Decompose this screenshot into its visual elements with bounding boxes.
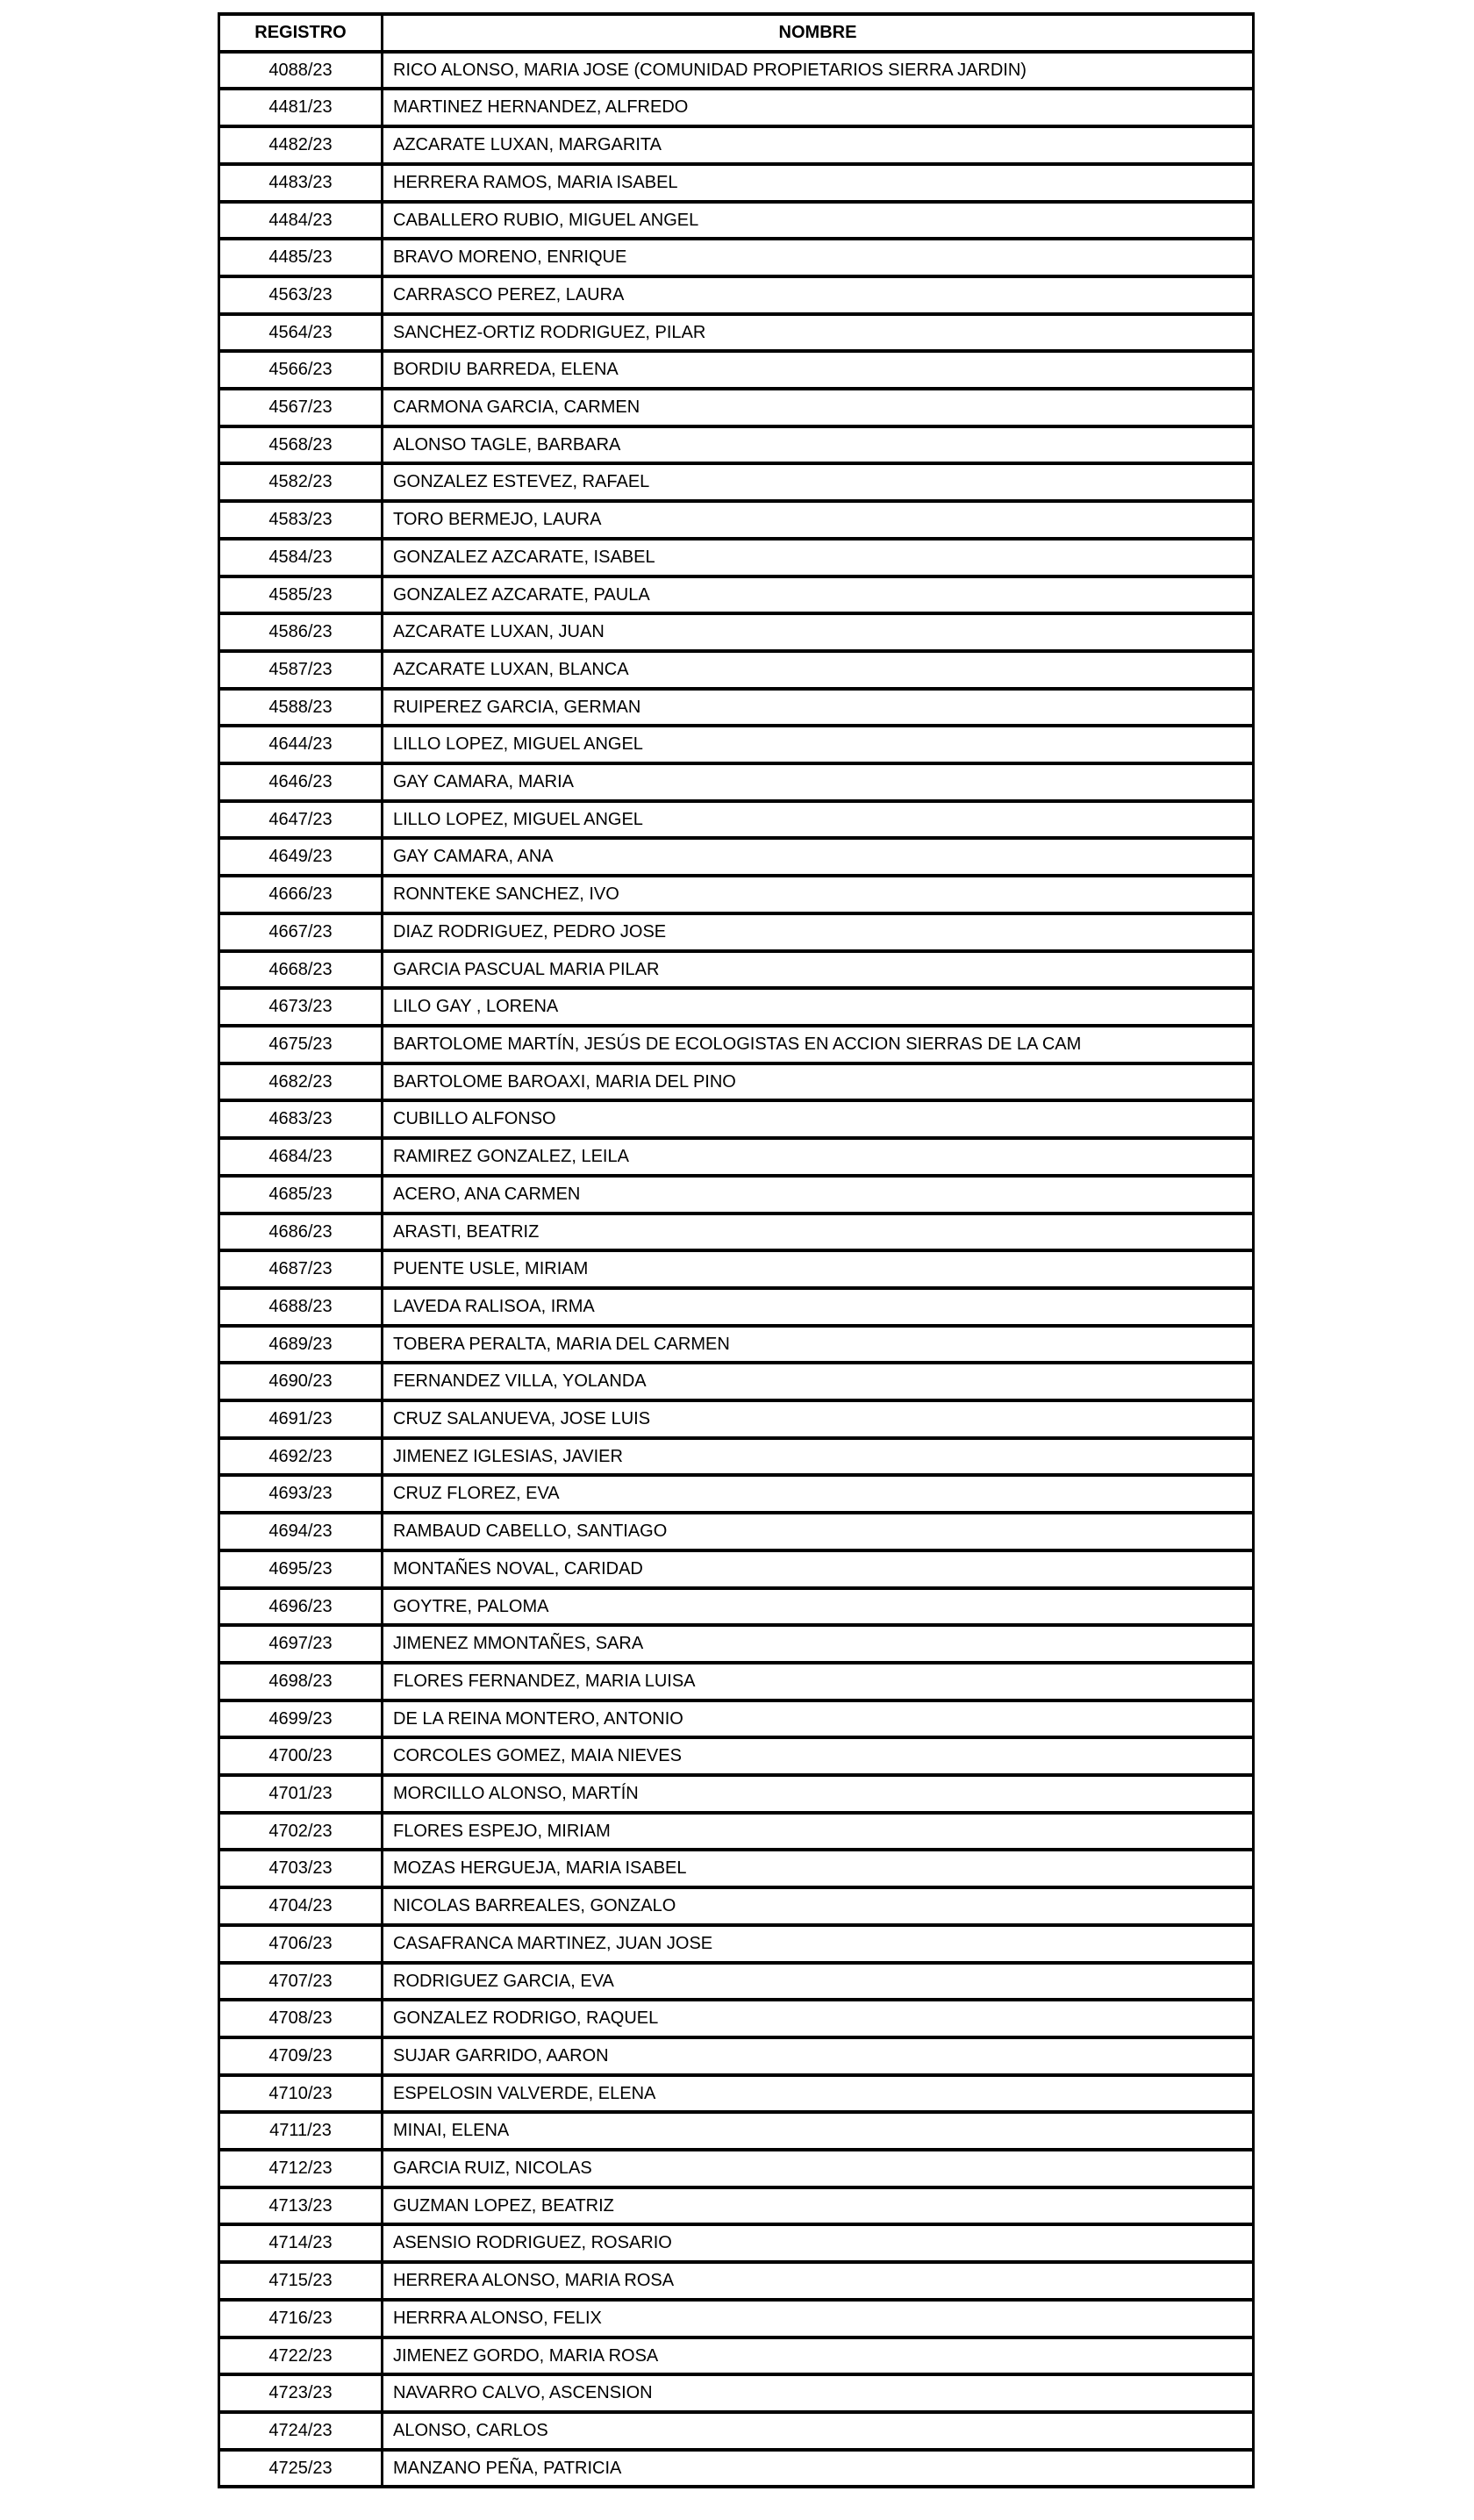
registro-cell: 4564/23 [219, 314, 383, 352]
table-row [219, 876, 1254, 913]
registry-table [218, 12, 1255, 2488]
nombre-text: ACERO, ANA CARMEN [393, 1184, 581, 1204]
nombre-cell [383, 126, 1254, 164]
table-row [219, 1887, 1254, 1925]
registro-cell: 4695/23 [219, 1550, 383, 1588]
registro-cell: 4691/23 [219, 1400, 383, 1438]
nombre-text: AZCARATE LUXAN, BLANCA [393, 659, 629, 679]
registro-cell: 4667/23 [219, 913, 383, 951]
table-row [219, 1963, 1254, 2001]
table-row [219, 276, 1254, 314]
registro-cell: 4685/23 [219, 1176, 383, 1213]
registro-cell: 4649/23 [219, 838, 383, 876]
registro-cell: 4684/23 [219, 1138, 383, 1176]
table-row [219, 1663, 1254, 1700]
nombre-cell [383, 314, 1254, 352]
nombre-cell [383, 988, 1254, 1026]
nombre-text: TOBERA PERALTA, MARIA DEL CARMEN [393, 1334, 730, 1354]
table-row [219, 1213, 1254, 1251]
nombre-cell [383, 1400, 1254, 1438]
nombre-text: ALONSO, CARLOS [393, 2421, 548, 2440]
nombre-cell [383, 463, 1254, 501]
registro-cell: 4715/23 [219, 2262, 383, 2300]
nombre-cell [383, 2412, 1254, 2450]
nombre-cell [383, 1138, 1254, 1176]
table-row [219, 1400, 1254, 1438]
registro-cell: 4566/23 [219, 351, 383, 389]
nombre-text: SUJAR GARRIDO, AARON [393, 2045, 609, 2065]
table-row [219, 1138, 1254, 1176]
table-row [219, 389, 1254, 426]
table-row [219, 1850, 1254, 1887]
nombre-cell [383, 1026, 1254, 1063]
nombre-cell [383, 876, 1254, 913]
nombre-text: CRUZ SALANUEVA, JOSE LUIS [393, 1409, 651, 1429]
nombre-text: JIMENEZ GORDO, MARIA ROSA [393, 2345, 659, 2366]
nombre-cell [383, 426, 1254, 464]
registro-cell: 4709/23 [219, 2037, 383, 2075]
nombre-text: FLORES FERNANDEZ, MARIA LUISA [393, 1671, 696, 1691]
registro-cell: 4689/23 [219, 1326, 383, 1364]
table-row [219, 2037, 1254, 2075]
nombre-text: MOZAS HERGUEJA, MARIA ISABEL [393, 1858, 687, 1879]
nombre-text: LILLO LOPEZ, MIGUEL ANGEL [393, 809, 643, 829]
registro-cell: 4697/23 [219, 1625, 383, 1663]
nombre-cell [383, 52, 1254, 89]
nombre-text: MORCILLO ALONSO, MARTÍN [393, 1784, 639, 1804]
registro-cell: 4683/23 [219, 1100, 383, 1138]
registro-cell: 4686/23 [219, 1213, 383, 1251]
nombre-text: CABALLERO RUBIO, MIGUEL ANGEL [393, 210, 699, 230]
nombre-cell [383, 1326, 1254, 1364]
table-row [219, 89, 1254, 126]
registro-cell: 4563/23 [219, 276, 383, 314]
column-header-registro: REGISTRO [219, 14, 383, 52]
nombre-text: GARCIA PASCUAL MARIA PILAR [393, 959, 660, 979]
registro-cell: 4682/23 [219, 1063, 383, 1101]
nombre-text: AZCARATE LUXAN, JUAN [393, 622, 605, 642]
table-row [219, 1438, 1254, 1476]
table-row [219, 1288, 1254, 1326]
nombre-text: MINAI, ELENA [393, 2121, 510, 2141]
table-row [219, 2450, 1254, 2488]
nombre-text: CRUZ FLOREZ, EVA [393, 1484, 560, 1504]
table-header-row [219, 14, 1254, 52]
registro-cell: 4704/23 [219, 1887, 383, 1925]
nombre-cell [383, 2037, 1254, 2075]
table-row [219, 801, 1254, 839]
registro-cell: 4716/23 [219, 2300, 383, 2337]
table-row [219, 2224, 1254, 2262]
nombre-cell [383, 2262, 1254, 2300]
registro-cell: 4688/23 [219, 1288, 383, 1326]
nombre-cell [383, 1925, 1254, 1963]
registro-cell: 4482/23 [219, 126, 383, 164]
nombre-text: CARMONA GARCIA, CARMEN [393, 397, 640, 418]
registro-cell: 4586/23 [219, 613, 383, 651]
table-row [219, 1813, 1254, 1851]
nombre-text: RICO ALONSO, MARIA JOSE (COMUNIDAD PROPIETARIOS SIERRA JARDIN) [393, 60, 1027, 80]
table-row [219, 1363, 1254, 1400]
nombre-cell [383, 1363, 1254, 1400]
registro-cell: 4567/23 [219, 389, 383, 426]
table-row [219, 2374, 1254, 2412]
registro-cell: 4694/23 [219, 1513, 383, 1550]
table-row [219, 1063, 1254, 1101]
registro-cell: 4696/23 [219, 1588, 383, 1626]
nombre-text: GARCIA RUIZ, NICOLAS [393, 2158, 592, 2179]
nombre-text: JIMENEZ IGLESIAS, JAVIER [393, 1446, 623, 1466]
table-row [219, 314, 1254, 352]
nombre-text: CUBILLO ALFONSO [393, 1109, 556, 1129]
column-header-nombre: NOMBRE [383, 14, 1254, 52]
table-row [219, 951, 1254, 989]
nombre-text: RONNTEKE SANCHEZ, IVO [393, 884, 619, 905]
table-row [219, 1625, 1254, 1663]
registro-cell: 4711/23 [219, 2112, 383, 2150]
registro-cell: 4088/23 [219, 52, 383, 89]
nombre-cell [383, 539, 1254, 576]
nombre-cell [383, 1850, 1254, 1887]
nombre-cell [383, 689, 1254, 727]
nombre-cell [383, 2450, 1254, 2488]
nombre-cell [383, 1288, 1254, 1326]
nombre-text: DIAZ RODRIGUEZ, PEDRO JOSE [393, 921, 667, 941]
nombre-cell [383, 1775, 1254, 1813]
nombre-cell [383, 801, 1254, 839]
nombre-cell [383, 1813, 1254, 1851]
table-row [219, 351, 1254, 389]
registro-cell: 4693/23 [219, 1475, 383, 1513]
nombre-text: GAY CAMARA, MARIA [393, 772, 574, 792]
nombre-text: LAVEDA RALISOA, IRMA [393, 1296, 595, 1316]
table-row [219, 1775, 1254, 1813]
nombre-text: GUZMAN LOPEZ, BEATRIZ [393, 2195, 614, 2216]
nombre-text: DE LA REINA MONTERO, ANTONIO [393, 1708, 683, 1729]
nombre-cell [383, 1700, 1254, 1738]
table-row [219, 2075, 1254, 2113]
table-row [219, 2000, 1254, 2037]
table-row [219, 1550, 1254, 1588]
registro-cell: 4675/23 [219, 1026, 383, 1063]
nombre-cell [383, 1100, 1254, 1138]
registro-cell: 4582/23 [219, 463, 383, 501]
nombre-text: GONZALEZ AZCARATE, PAULA [393, 584, 650, 605]
table-row [219, 1475, 1254, 1513]
nombre-cell [383, 1737, 1254, 1775]
table-body [219, 52, 1254, 2488]
registro-cell: 4585/23 [219, 576, 383, 614]
nombre-text: ARASTI, BEATRIZ [393, 1221, 540, 1242]
nombre-text: ESPELOSIN VALVERDE, ELENA [393, 2083, 656, 2103]
nombre-text: LILO GAY , LORENA [393, 997, 559, 1017]
table-row [219, 1176, 1254, 1213]
registro-cell: 4583/23 [219, 501, 383, 539]
nombre-cell [383, 2000, 1254, 2037]
registro-cell: 4712/23 [219, 2150, 383, 2187]
nombre-text: JIMENEZ MMONTAÑES, SARA [393, 1634, 644, 1654]
nombre-text: CASAFRANCA MARTINEZ, JUAN JOSE [393, 1933, 713, 1953]
nombre-text: AZCARATE LUXAN, MARGARITA [393, 135, 662, 155]
nombre-cell [383, 1963, 1254, 2001]
nombre-cell [383, 276, 1254, 314]
nombre-cell [383, 239, 1254, 276]
table-row [219, 539, 1254, 576]
registro-cell: 4702/23 [219, 1813, 383, 1851]
registro-cell: 4725/23 [219, 2450, 383, 2488]
nombre-cell [383, 1550, 1254, 1588]
table-row [219, 2412, 1254, 2450]
table-row [219, 1026, 1254, 1063]
registro-cell: 4481/23 [219, 89, 383, 126]
nombre-text: HERRERA ALONSO, MARIA ROSA [393, 2271, 675, 2291]
registro-cell: 4690/23 [219, 1363, 383, 1400]
nombre-cell [383, 613, 1254, 651]
table-row [219, 1737, 1254, 1775]
nombre-text: GOYTRE, PALOMA [393, 1596, 549, 1616]
nombre-text: HERRERA RAMOS, MARIA ISABEL [393, 172, 678, 192]
table-row [219, 501, 1254, 539]
registro-cell: 4485/23 [219, 239, 383, 276]
registro-cell: 4707/23 [219, 1963, 383, 2001]
nombre-text: MONTAÑES NOVAL, CARIDAD [393, 1558, 643, 1579]
registro-cell: 4703/23 [219, 1850, 383, 1887]
table-row [219, 1250, 1254, 1288]
nombre-cell [383, 2337, 1254, 2375]
table-row [219, 913, 1254, 951]
nombre-cell [383, 501, 1254, 539]
table-row [219, 2150, 1254, 2187]
registro-cell: 4646/23 [219, 763, 383, 801]
nombre-text: CARRASCO PEREZ, LAURA [393, 284, 625, 304]
nombre-cell [383, 1438, 1254, 1476]
nombre-cell [383, 913, 1254, 951]
nombre-cell [383, 1475, 1254, 1513]
registro-cell: 4587/23 [219, 651, 383, 689]
nombre-text: FLORES ESPEJO, MIRIAM [393, 1821, 611, 1841]
nombre-cell [383, 2112, 1254, 2150]
table-row [219, 2262, 1254, 2300]
nombre-cell [383, 89, 1254, 126]
table-row [219, 1326, 1254, 1364]
registro-cell: 4722/23 [219, 2337, 383, 2375]
nombre-text: RAMIREZ GONZALEZ, LEILA [393, 1147, 629, 1167]
registro-cell: 4723/23 [219, 2374, 383, 2412]
nombre-text: BARTOLOME MARTÍN, JESÚS DE ECOLOGISTAS EN ACCION SIERRAS DE LA CAM [393, 1034, 1082, 1054]
nombre-cell [383, 838, 1254, 876]
table-row [219, 239, 1254, 276]
nombre-cell [383, 1250, 1254, 1288]
nombre-text: PUENTE USLE, MIRIAM [393, 1259, 589, 1279]
nombre-text: GONZALEZ ESTEVEZ, RAFAEL [393, 472, 650, 492]
nombre-cell [383, 1625, 1254, 1663]
nombre-cell [383, 763, 1254, 801]
nombre-cell [383, 1513, 1254, 1550]
registro-cell: 4673/23 [219, 988, 383, 1026]
nombre-text: NAVARRO CALVO, ASCENSION [393, 2383, 653, 2403]
nombre-cell [383, 2187, 1254, 2225]
registro-cell: 4714/23 [219, 2224, 383, 2262]
registro-cell: 4713/23 [219, 2187, 383, 2225]
nombre-cell [383, 1213, 1254, 1251]
nombre-text: RAMBAUD CABELLO, SANTIAGO [393, 1521, 668, 1542]
registro-cell: 4698/23 [219, 1663, 383, 1700]
nombre-text: RODRIGUEZ GARCIA, EVA [393, 1971, 614, 1991]
nombre-text: MARTINEZ HERNANDEZ, ALFREDO [393, 97, 689, 118]
table-row [219, 52, 1254, 89]
table-row [219, 1513, 1254, 1550]
nombre-text: GAY CAMARA, ANA [393, 847, 554, 867]
nombre-text: BORDIU BARREDA, ELENA [393, 360, 619, 380]
nombre-text: GONZALEZ RODRIGO, RAQUEL [393, 2008, 659, 2029]
nombre-cell [383, 1887, 1254, 1925]
registro-cell: 4724/23 [219, 2412, 383, 2450]
registro-cell: 4588/23 [219, 689, 383, 727]
nombre-cell [383, 2300, 1254, 2337]
registro-cell: 4644/23 [219, 726, 383, 763]
table-row [219, 2187, 1254, 2225]
table-row [219, 202, 1254, 240]
nombre-text: CORCOLES GOMEZ, MAIA NIEVES [393, 1746, 682, 1766]
table-row [219, 1700, 1254, 1738]
registro-cell: 4706/23 [219, 1925, 383, 1963]
nombre-text: ALONSO TAGLE, BARBARA [393, 434, 621, 455]
nombre-text: HERRRA ALONSO, FELIX [393, 2308, 602, 2328]
table-row [219, 689, 1254, 727]
registro-cell: 4687/23 [219, 1250, 383, 1288]
nombre-text: RUIPEREZ GARCIA, GERMAN [393, 697, 641, 717]
registro-cell: 4710/23 [219, 2075, 383, 2113]
table-row [219, 2300, 1254, 2337]
nombre-cell [383, 351, 1254, 389]
table-row [219, 988, 1254, 1026]
registro-cell: 4666/23 [219, 876, 383, 913]
nombre-text: SANCHEZ-ORTIZ RODRIGUEZ, PILAR [393, 322, 706, 342]
nombre-text: BARTOLOME BAROAXI, MARIA DEL PINO [393, 1071, 736, 1092]
nombre-cell [383, 2224, 1254, 2262]
table-row [219, 613, 1254, 651]
nombre-text: ASENSIO RODRIGUEZ, ROSARIO [393, 2233, 672, 2253]
registro-cell: 4568/23 [219, 426, 383, 464]
nombre-cell [383, 1588, 1254, 1626]
table-row [219, 1925, 1254, 1963]
table-row [219, 2112, 1254, 2150]
registro-cell: 4647/23 [219, 801, 383, 839]
nombre-cell [383, 2150, 1254, 2187]
registro-cell: 4484/23 [219, 202, 383, 240]
nombre-cell [383, 2374, 1254, 2412]
nombre-cell [383, 2075, 1254, 2113]
nombre-text: NICOLAS BARREALES, GONZALO [393, 1896, 676, 1916]
table-row [219, 2337, 1254, 2375]
registro-cell: 4700/23 [219, 1737, 383, 1775]
table-row [219, 763, 1254, 801]
nombre-cell [383, 1663, 1254, 1700]
nombre-cell [383, 651, 1254, 689]
registro-cell: 4708/23 [219, 2000, 383, 2037]
registro-cell: 4668/23 [219, 951, 383, 989]
nombre-text: BRAVO MORENO, ENRIQUE [393, 247, 627, 268]
registro-cell: 4483/23 [219, 164, 383, 202]
registro-cell: 4584/23 [219, 539, 383, 576]
nombre-cell [383, 726, 1254, 763]
nombre-cell [383, 202, 1254, 240]
nombre-text: MANZANO PEÑA, PATRICIA [393, 2458, 622, 2478]
registro-cell: 4701/23 [219, 1775, 383, 1813]
nombre-cell [383, 389, 1254, 426]
table-row [219, 426, 1254, 464]
table-row [219, 164, 1254, 202]
table-row [219, 1100, 1254, 1138]
nombre-cell [383, 1176, 1254, 1213]
table-row [219, 838, 1254, 876]
nombre-text: TORO BERMEJO, LAURA [393, 510, 602, 530]
table-row [219, 463, 1254, 501]
table-row [219, 651, 1254, 689]
nombre-cell [383, 1063, 1254, 1101]
table-row [219, 126, 1254, 164]
nombre-cell [383, 576, 1254, 614]
nombre-text: LILLO LOPEZ, MIGUEL ANGEL [393, 734, 643, 755]
nombre-cell [383, 951, 1254, 989]
registro-cell: 4692/23 [219, 1438, 383, 1476]
nombre-cell [383, 164, 1254, 202]
table-row [219, 1588, 1254, 1626]
registro-cell: 4699/23 [219, 1700, 383, 1738]
table-row [219, 576, 1254, 614]
nombre-text: GONZALEZ AZCARATE, ISABEL [393, 547, 655, 567]
table-row [219, 726, 1254, 763]
nombre-text: FERNANDEZ VILLA, YOLANDA [393, 1371, 647, 1392]
